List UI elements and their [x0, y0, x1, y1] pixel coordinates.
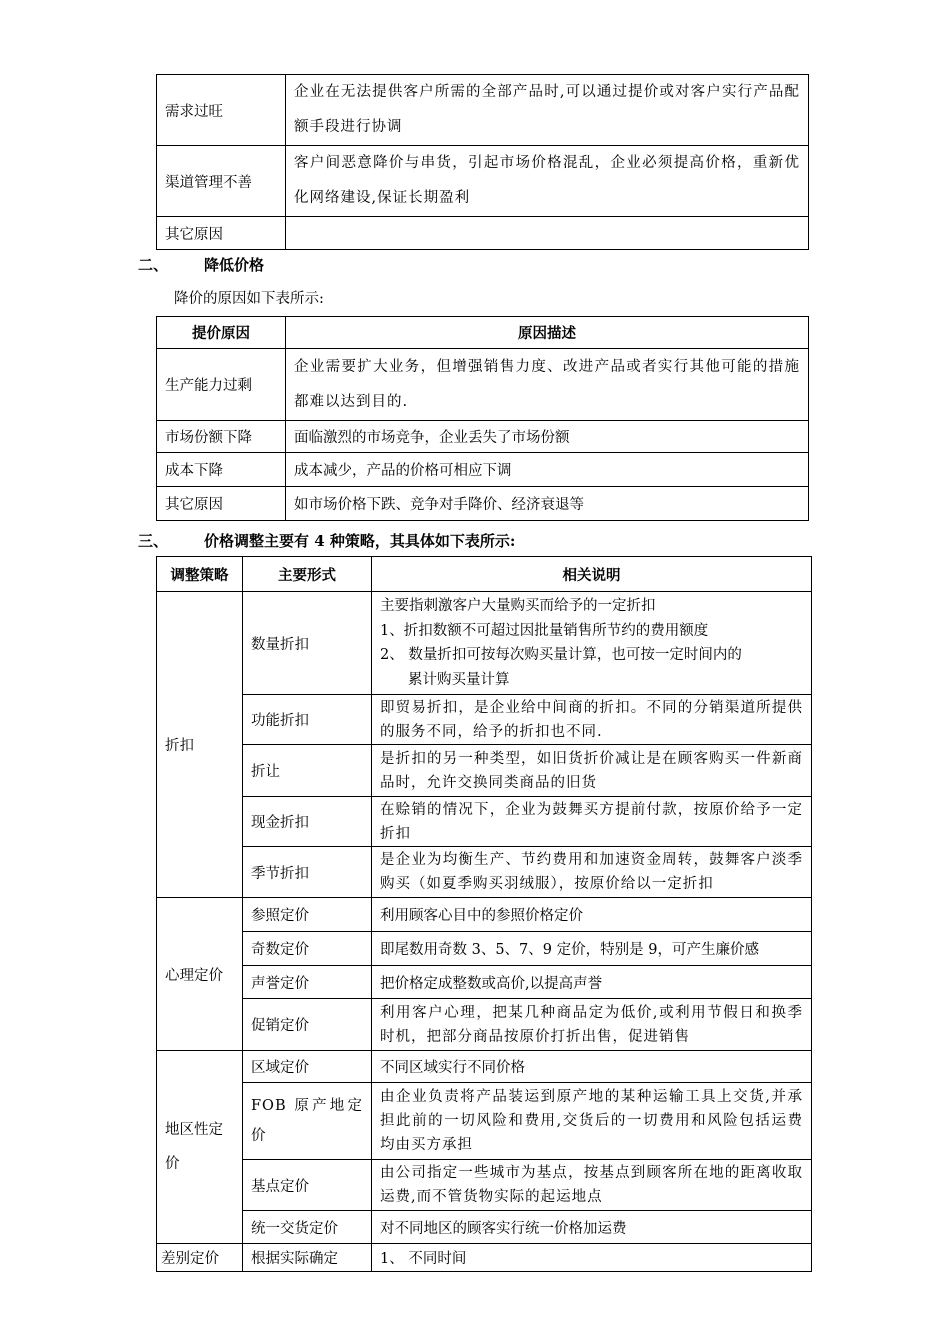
price-decrease-reasons-table — [156, 316, 809, 521]
form-cell: 基点定价 — [243, 1160, 372, 1211]
desc-cell: 1、 不同时间 — [372, 1244, 812, 1272]
section-title: 降低价格 — [204, 256, 265, 274]
table-row — [157, 487, 809, 521]
desc-cell: 是企业为均衡生产、节约费用和加速资金周转，鼓舞客户淡季购买（如夏季购买羽绒服），按原价给以一定折扣 — [372, 847, 812, 898]
price-adjustment-strategies-table — [156, 556, 812, 1272]
table-row — [157, 847, 812, 898]
strategy-cell: 差别定价 — [157, 1244, 243, 1272]
strategy-cell: 折扣 — [157, 592, 243, 898]
desc-cell: 企业需要扩大业务，但增强销售力度、改进产品或者实行其他可能的措施都难以达到目的. — [286, 349, 809, 421]
desc-cell: 即尾数用奇数 3、5、7、9 定价，特别是 9，可产生廉价感 — [372, 932, 812, 966]
section-title: 价格调整主要有 4 种策略，其具体如下表所示: — [204, 532, 516, 550]
desc-cell: 利用顾客心目中的参照价格定价 — [372, 898, 812, 932]
section-number: 二、 — [138, 256, 169, 274]
desc-cell: 在赊销的情况下，企业为鼓舞买方提前付款，按原价给予一定折扣 — [372, 797, 812, 847]
form-cell: 奇数定价 — [243, 932, 372, 966]
column-header: 相关说明 — [372, 557, 812, 592]
section-intro: 降价的原因如下表所示: — [174, 291, 324, 307]
form-cell: 声誉定价 — [243, 966, 372, 999]
form-cell: 参照定价 — [243, 898, 372, 932]
table-row — [157, 797, 812, 847]
reason-cell: 生产能力过剩 — [157, 349, 286, 421]
desc-cell: 是折扣的另一种类型，如旧货折价减让是在顾客购买一件新商品时，允许交换同类商品的旧货 — [372, 745, 812, 797]
reason-cell: 其它原因 — [157, 487, 286, 521]
price-increase-reasons-table-continued — [156, 74, 809, 250]
strategy-cell: 地区性定价 — [157, 1051, 243, 1244]
form-cell: 根据实际确定 — [243, 1244, 372, 1272]
reason-cell: 其它原因 — [157, 217, 286, 250]
form-cell: 现金折扣 — [243, 797, 372, 847]
reason-cell: 成本下降 — [157, 453, 286, 487]
table-row — [157, 1051, 812, 1083]
desc-cell: 即贸易折扣，是企业给中间商的折扣。不同的分销渠道所提供的服务不同，给予的折扣也不同. — [372, 695, 812, 745]
table-row — [157, 75, 809, 146]
table-row — [157, 745, 812, 797]
column-header: 调整策略 — [157, 557, 243, 592]
table-row — [157, 695, 812, 745]
desc-line: 1、折扣数额不可超过因批量销售所节约的费用额度 — [380, 622, 709, 639]
table-row — [157, 1160, 812, 1211]
table-header-row — [157, 557, 812, 592]
table-row — [157, 349, 809, 421]
table-row — [157, 932, 812, 966]
desc-cell — [372, 592, 812, 695]
desc-cell: 利用客户心理，把某几种商品定为低价,或利用节假日和换季时机，把部分商品按原价打折出售，促进销售 — [372, 999, 812, 1051]
reason-cell: 需求过旺 — [157, 75, 286, 146]
table-row — [157, 999, 812, 1051]
table-row — [157, 1244, 812, 1272]
column-header: 主要形式 — [243, 557, 372, 592]
reason-cell: 市场份额下降 — [157, 421, 286, 453]
table-row — [157, 1083, 812, 1160]
desc-cell: 企业在无法提供客户所需的全部产品时,可以通过提价或对客户实行产品配额手段进行协调 — [286, 75, 809, 146]
form-cell: 数量折扣 — [243, 592, 372, 695]
column-header: 原因描述 — [286, 317, 809, 349]
section-number: 三、 — [138, 532, 169, 550]
form-cell: FOB 原产地定价 — [243, 1083, 372, 1160]
column-header: 提价原因 — [157, 317, 286, 349]
desc-cell: 不同区域实行不同价格 — [372, 1051, 812, 1083]
desc-cell: 客户间恶意降价与串货，引起市场价格混乱，企业必须提高价格，重新优化网络建设,保证长期盈利 — [286, 146, 809, 217]
table-row — [157, 1211, 812, 1244]
desc-cell: 面临激烈的市场竞争，企业丢失了市场份额 — [286, 421, 809, 453]
desc-cell: 对不同地区的顾客实行统一价格加运费 — [372, 1211, 812, 1244]
desc-cell: 如市场价格下跌、竞争对手降价、经济衰退等 — [286, 487, 809, 521]
form-cell: 促销定价 — [243, 999, 372, 1051]
desc-cell: 把价格定成整数或高价,以提高声誉 — [372, 966, 812, 999]
form-cell: 统一交货定价 — [243, 1211, 372, 1244]
form-cell: 区域定价 — [243, 1051, 372, 1083]
table-header-row — [157, 317, 809, 349]
table-row — [157, 966, 812, 999]
table-row — [157, 217, 809, 250]
desc-line: 2、 数量折扣可按每次购买量计算，也可按一定时间内的 — [380, 647, 742, 663]
form-cell: 功能折扣 — [243, 695, 372, 745]
table-row — [157, 421, 809, 453]
table-row — [157, 453, 809, 487]
table-row — [157, 592, 812, 695]
desc-cell — [286, 217, 809, 250]
desc-cell: 由公司指定一些城市为基点，按基点到顾客所在地的距离收取运费,而不管货物实际的起运地点 — [372, 1160, 812, 1211]
desc-line: 主要指刺激客户大量购买而给予的一定折扣 — [380, 598, 656, 614]
desc-cell: 成本减少，产品的价格可相应下调 — [286, 453, 809, 487]
reason-cell: 渠道管理不善 — [157, 146, 286, 217]
desc-cell: 由企业负责将产品装运到原产地的某种运输工具上交货,并承担此前的一切风险和费用,交货后的一切费用和风险包括运费均由买方承担 — [372, 1083, 812, 1160]
table-row — [157, 898, 812, 932]
strategy-cell: 心理定价 — [157, 898, 243, 1051]
desc-line: 累计购买量计算 — [408, 671, 510, 688]
form-cell: 季节折扣 — [243, 847, 372, 898]
table-row — [157, 146, 809, 217]
form-cell: 折让 — [243, 745, 372, 797]
